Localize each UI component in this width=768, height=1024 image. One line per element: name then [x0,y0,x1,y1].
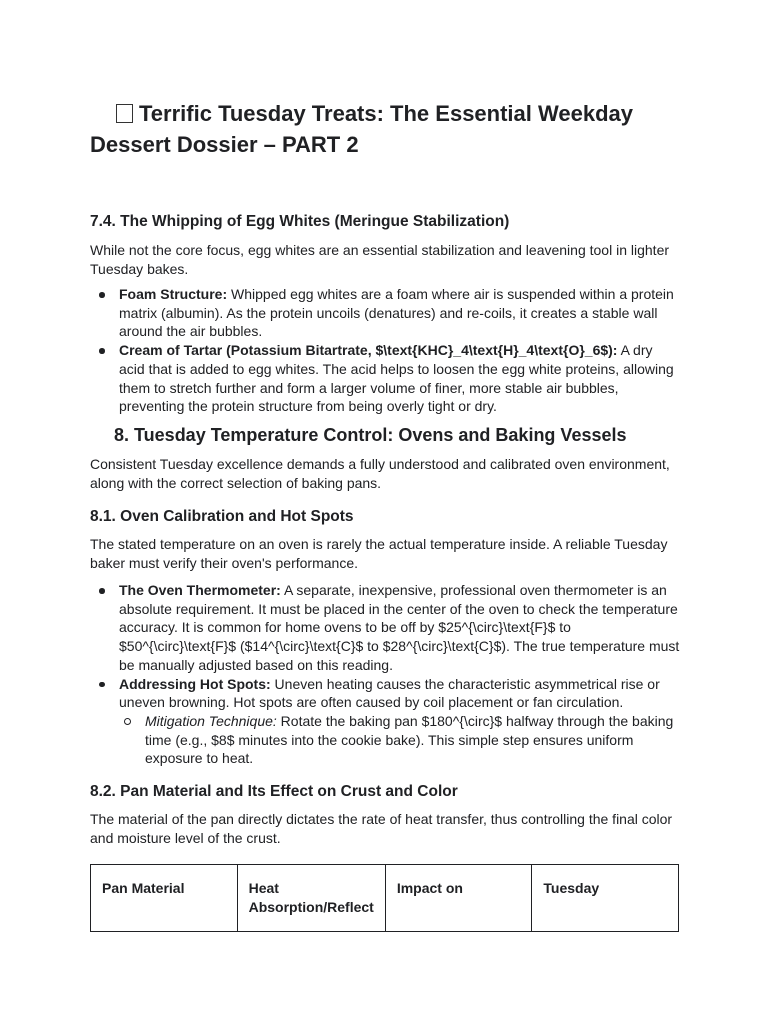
section-8-intro-block [90,455,680,492]
section-8-2-heading: 8.2. Pan Material and Its Effect on Crust and Color [90,783,458,800]
list-item-term: Foam Structure: [119,286,228,302]
list-item-text: A dry acid that is added to egg whites. The acid helps to loosen the egg white proteins, allowing them to stretch further and form a larger volume of finer, more stable air bubbles, preventing the protein structure from being overly tight or dry. [119,342,674,415]
sub-list-item [119,712,680,768]
list-item-text: Uneven heating causes the characteristic asymmetrical rise or uneven browning. Hot spots are often caused by coil placement or fan circulation. [119,675,660,711]
section-8-intro: Consistent Tuesday excellence demands a fully understood and calibrated oven environment, along with the correct selection of baking pans. [90,456,670,491]
table-header-cell: Pan Material [91,865,238,932]
list-item [90,675,680,769]
section-8-2-intro-block [90,810,680,847]
sub-list [119,712,680,768]
table-header-cell: Heat Absorption/Reflect [237,865,385,932]
section-7-4 [90,212,680,232]
section-8 [90,423,680,447]
table-header-cell: Impact on [385,865,532,932]
section-8-1-list [90,581,680,768]
list-item-text: A separate, inexpensive, professional oven thermometer is an absolute requirement. It must be placed in the center of the oven to check the temperature accuracy. It is common for home ovens to be off by $25^{\circ}\text{F}$ to $50^{\circ}\text{F}$ ($14^{\circ}\text{C}$ to $28^{\circ}\text{C}$). The true temperature must be manually adjusted based on this reading. [119,582,680,673]
list-item [90,341,680,416]
list-item-text: Whipped egg whites are a foam where air is suspended within a protein matrix (albumin). As the protein uncoils (denatures) and re-coils, it creates a stable wall around the air bubbles. [119,286,674,340]
sub-list-item-term: Mitigation Technique: [145,712,277,729]
pan-material-table [90,864,679,932]
section-8-1-intro: The stated temperature on an oven is rarely the actual temperature inside. A reliable Tuesday baker must verify their oven's performance. [90,536,668,571]
document-icon [116,104,133,123]
document-title [90,98,680,160]
section-7-4-intro-block [90,241,680,278]
section-7-4-list [90,285,680,416]
section-7-4-heading: 7.4. The Whipping of Egg Whites (Meringue Stabilization) [90,213,510,230]
list-item-term: Cream of Tartar (Potassium Bitartrate, $\text{KHC}_4\text{H}_4\text{O}_6$): [119,342,618,359]
section-7-4-list-block [90,285,680,416]
list-item-term: The Oven Thermometer: [119,582,281,598]
list-item [90,285,680,341]
section-8-1-list-block [90,581,680,768]
section-8-2 [90,782,680,802]
sub-list-item-text: Rotate the baking pan $180^{\circ}$ halfway through the baking time (e.g., $8$ minutes into the cookie bake). This simple step ensures uniform exposure to heat. [145,712,674,767]
table-header-row [91,865,679,932]
section-8-2-intro: The material of the pan directly dictates the rate of heat transfer, thus controlling the final color and moisture level of the crust. [90,811,673,846]
section-7-4-intro: While not the core focus, egg whites are an essential stabilization and leavening tool in lighter Tuesday bakes. [90,242,670,277]
section-8-1 [90,507,680,527]
document-title-text: Terrific Tuesday Treats: The Essential Weekday Dessert Dossier – PART 2 [90,101,633,157]
list-item [90,581,680,675]
section-8-1-intro-block [90,535,680,572]
section-8-heading: 8. Tuesday Temperature Control: Ovens and Baking Vessels [114,425,627,445]
table-header-cell: Tuesday [532,865,679,932]
section-8-1-heading: 8.1. Oven Calibration and Hot Spots [90,508,354,525]
list-item-term: Addressing Hot Spots: [119,675,271,692]
